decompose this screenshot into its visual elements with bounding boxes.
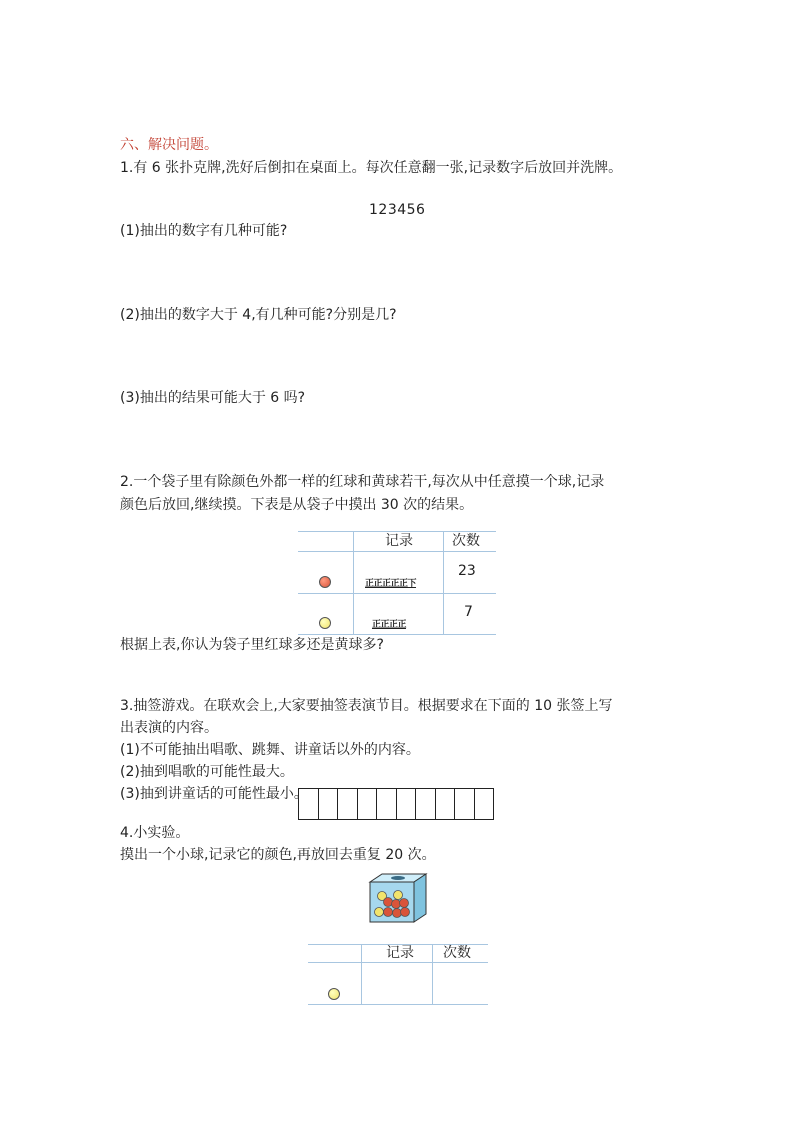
yellow-ball-icon	[319, 617, 331, 629]
q1-text: 1.有 6 张扑克牌,洗好后倒扣在桌面上。每次任意翻一张,记录数字后放回并洗牌。	[120, 160, 623, 176]
q4-title: 4.小实验。	[120, 825, 190, 841]
table-rule	[308, 1004, 488, 1005]
lottery-slip[interactable]	[455, 788, 475, 820]
lottery-slips	[298, 788, 494, 820]
lottery-slip[interactable]	[416, 788, 436, 820]
table-rule	[298, 551, 496, 552]
ball-box-icon	[368, 872, 430, 926]
table-rule	[353, 531, 354, 634]
yellow-ball-icon	[328, 988, 340, 1000]
lottery-slip[interactable]	[319, 788, 339, 820]
q2-line2: 颜色后放回,继续摸。下表是从袋子中摸出 30 次的结果。	[120, 497, 474, 513]
q1-card-numbers: 123456	[369, 202, 426, 218]
lottery-slip[interactable]	[338, 788, 358, 820]
q1-sub1: (1)抽出的数字有几种可能?	[120, 223, 288, 239]
q2-header-count: 次数	[452, 533, 480, 549]
q1-sub3: (3)抽出的结果可能大于 6 吗?	[120, 390, 306, 406]
table-rule	[298, 634, 496, 635]
q2-row2-count: 7	[464, 604, 473, 620]
q4-header-record: 记录	[386, 945, 414, 961]
q3-req1: (1)不可能抽出唱歌、跳舞、讲童话以外的内容。	[120, 742, 420, 758]
q2-header-record: 记录	[385, 533, 413, 549]
q4-text: 摸出一个小球,记录它的颜色,再放回去重复 20 次。	[120, 847, 436, 863]
q2-question: 根据上表,你认为袋子里红球多还是黄球多?	[120, 637, 384, 653]
lottery-slip[interactable]	[397, 788, 417, 820]
q3-line2: 出表演的内容。	[120, 720, 218, 736]
table-rule	[298, 593, 496, 594]
q4-count-cell[interactable]	[433, 963, 488, 1003]
q1-sub2: (2)抽出的数字大于 4,有几种可能?分别是几?	[120, 307, 397, 323]
q2-row1-tally: 正正正正正下	[365, 579, 417, 589]
q2-row2-tally: 正正正正	[372, 620, 407, 630]
q4-record-cell[interactable]	[362, 963, 432, 1003]
q2-line1: 2.一个袋子里有除颜色外都一样的红球和黄球若干,每次从中任意摸一个球,记录	[120, 474, 605, 490]
q3-req2: (2)抽到唱歌的可能性最大。	[120, 764, 294, 780]
q4-header-count: 次数	[443, 945, 471, 961]
q3-req3: (3)抽到讲童话的可能性最小。	[120, 786, 308, 802]
lottery-slip[interactable]	[377, 788, 397, 820]
lottery-slip[interactable]	[299, 788, 319, 820]
q3-line1: 3.抽签游戏。在联欢会上,大家要抽签表演节目。根据要求在下面的 10 张签上写	[120, 698, 613, 714]
lottery-slip[interactable]	[358, 788, 378, 820]
q2-row1-count: 23	[458, 563, 476, 579]
section-title: 六、解决问题。	[120, 137, 218, 153]
lottery-slip[interactable]	[436, 788, 456, 820]
red-ball-icon	[319, 576, 331, 588]
lottery-slip[interactable]	[475, 788, 495, 820]
table-rule	[443, 531, 444, 634]
